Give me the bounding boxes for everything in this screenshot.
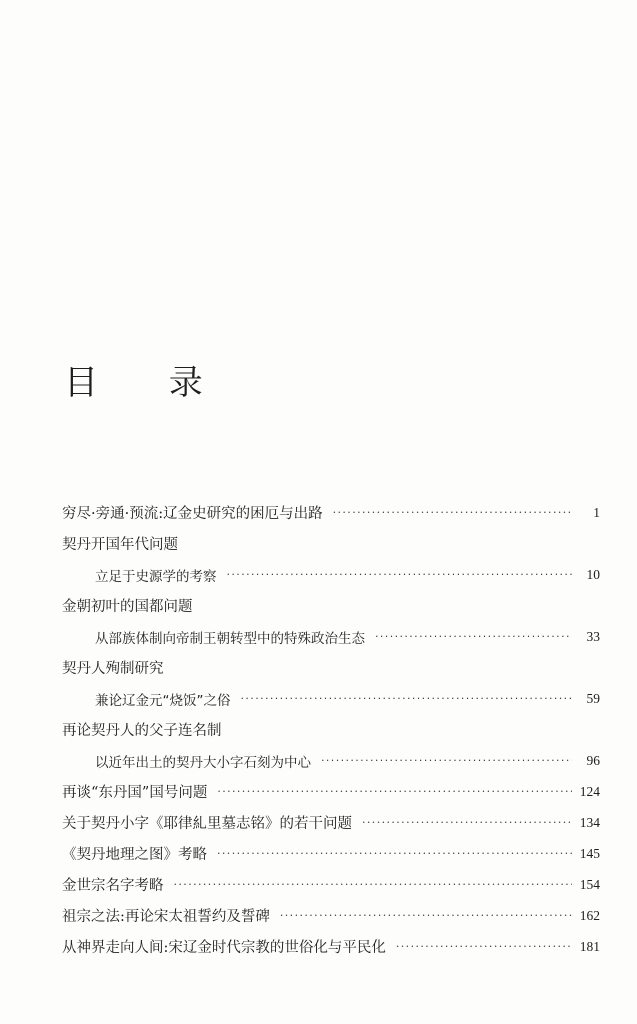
toc-entry-title: 《契丹地理之图》考略 (62, 847, 207, 863)
toc-entry-title: 再论契丹人的父子连名制 (62, 723, 222, 739)
toc-page-number: 162 (579, 907, 600, 923)
toc-entry[interactable] (62, 714, 600, 745)
toc-entry-title: 祖宗之法:再论宋太祖誓约及誓碑 (62, 909, 270, 925)
toc-leader-dots (174, 878, 573, 891)
toc-leader-dots (321, 754, 572, 767)
toc-subentry-title: 以近年出土的契丹大小字石刻为中心 (95, 754, 311, 771)
toc-leader-dots (217, 847, 572, 860)
toc-leader-dots (217, 785, 572, 798)
toc-subentry[interactable] (62, 683, 600, 714)
toc-entry[interactable] (62, 931, 600, 962)
toc-entry-title: 金世宗名字考略 (62, 878, 164, 894)
toc-subentry-title: 从部族体制向帝制王朝转型中的特殊政治生态 (95, 630, 365, 647)
toc-entry[interactable] (62, 869, 600, 900)
toc-page-number: 154 (579, 876, 600, 892)
toc-subentry[interactable] (62, 559, 600, 590)
toc-leader-dots (227, 568, 573, 581)
table-of-contents (62, 497, 600, 962)
toc-entry[interactable] (62, 528, 600, 559)
toc-entry[interactable] (62, 497, 600, 528)
toc-entry[interactable] (62, 776, 600, 807)
toc-leader-dots (280, 909, 572, 922)
toc-subentry[interactable] (62, 745, 600, 776)
toc-page-number: 59 (586, 690, 600, 706)
toc-entry[interactable] (62, 590, 600, 621)
toc-page-number: 181 (579, 938, 600, 954)
toc-entry-title: 契丹开国年代问题 (62, 537, 178, 553)
toc-subentry[interactable] (62, 621, 600, 652)
toc-entry-title: 再谈“东丹国”国号问题 (62, 785, 208, 801)
toc-page-number: 145 (579, 845, 600, 861)
toc-entry-title: 穷尽·旁通·预流:辽金史研究的困厄与出路 (62, 506, 323, 522)
toc-entry-title: 关于契丹小字《耶律糺里墓志铭》的若干问题 (62, 816, 352, 832)
toc-page-number: 1 (593, 504, 600, 520)
toc-leader-dots (396, 940, 572, 953)
toc-page-number: 33 (586, 628, 600, 644)
toc-page-number: 124 (579, 783, 600, 799)
toc-page-number: 96 (586, 752, 600, 768)
toc-subentry-title: 兼论辽金元“烧饭”之俗 (95, 692, 231, 709)
toc-entry[interactable] (62, 652, 600, 683)
toc-leader-dots (375, 630, 572, 643)
toc-page-number: 134 (579, 814, 600, 830)
toc-leader-dots (333, 506, 572, 519)
toc-entry[interactable] (62, 900, 600, 931)
toc-entry-title: 契丹人殉制研究 (62, 661, 164, 677)
page-title: 目 录 (64, 363, 233, 403)
toc-entry-title: 从神界走向人间:宋辽金时代宗教的世俗化与平民化 (62, 940, 386, 956)
toc-entry[interactable] (62, 838, 600, 869)
toc-subentry-title: 立足于史源学的考察 (95, 568, 217, 585)
toc-entry[interactable] (62, 807, 600, 838)
toc-leader-dots (362, 816, 572, 829)
toc-page-number: 10 (586, 566, 600, 582)
toc-leader-dots (241, 692, 573, 705)
toc-entry-title: 金朝初叶的国都问题 (62, 599, 193, 615)
